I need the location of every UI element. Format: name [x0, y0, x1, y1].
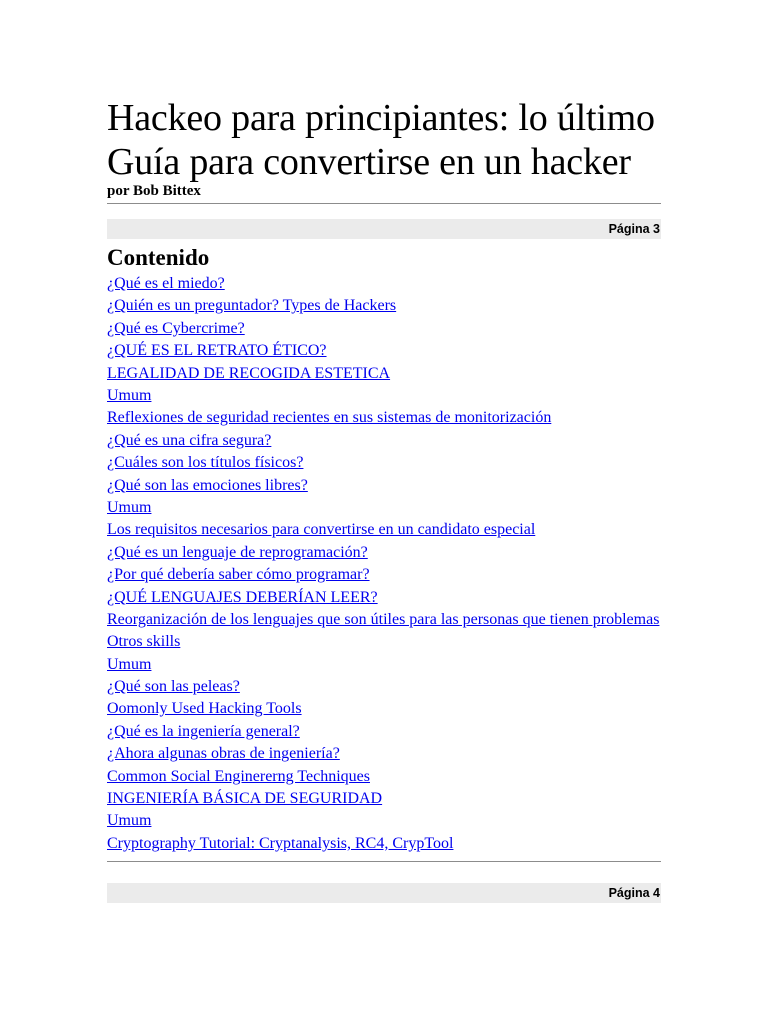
- toc-link[interactable]: Oomonly Used Hacking Tools: [107, 700, 302, 718]
- header-divider: [107, 203, 661, 204]
- document-page: [107, 0, 661, 903]
- toc-link[interactable]: Reorganización de los lenguajes que son útiles para las personas que tienen problemas: [107, 611, 660, 629]
- toc-link[interactable]: ¿Qué es Cybercrime?: [107, 319, 245, 337]
- toc-item: [107, 698, 661, 720]
- toc-link[interactable]: ¿Por qué debería saber cómo programar?: [107, 566, 370, 584]
- toc-item: [107, 295, 661, 317]
- toc-item: [107, 318, 661, 340]
- toc-item: [107, 631, 661, 653]
- title-line-1: Hackeo para principiantes: lo último: [107, 97, 655, 139]
- toc-item: [107, 766, 661, 788]
- toc-link[interactable]: Cryptography Tutorial: Cryptanalysis, RC4, CrypTool: [107, 834, 454, 852]
- title-line-2: Guía para convertirse en un hacker: [107, 141, 631, 183]
- footer-divider: [107, 861, 661, 862]
- toc-item: [107, 519, 661, 541]
- toc-link[interactable]: ¿Qué son las peleas?: [107, 677, 240, 695]
- toc-item: [107, 609, 661, 631]
- toc-link[interactable]: ¿QUÉ LENGUAJES DEBERÍAN LEER?: [107, 588, 378, 606]
- toc-item: [107, 676, 661, 698]
- toc-link[interactable]: ¿Qué es la ingeniería general?: [107, 722, 300, 740]
- toc-item: [107, 564, 661, 586]
- toc-item: [107, 430, 661, 452]
- toc-link[interactable]: Otros skills: [107, 633, 181, 651]
- page-number-label: Página 4: [608, 886, 660, 901]
- toc-item: [107, 721, 661, 743]
- toc-item: [107, 273, 661, 295]
- toc-item: [107, 452, 661, 474]
- toc-link[interactable]: ¿QUÉ ES EL RETRATO ÉTICO?: [107, 342, 327, 360]
- toc-heading: Contenido: [107, 245, 210, 270]
- toc-item: [107, 340, 661, 362]
- toc-item: [107, 743, 661, 765]
- page-number-bar: [107, 219, 661, 239]
- toc-link[interactable]: Umum: [107, 387, 152, 405]
- page-number-bar: [107, 883, 661, 903]
- toc-item: [107, 497, 661, 519]
- toc-link[interactable]: ¿Qué son las emociones libres?: [107, 476, 308, 494]
- toc-link[interactable]: LEGALIDAD DE RECOGIDA ESTETICA: [107, 364, 391, 382]
- toc-item: [107, 363, 661, 385]
- toc-link[interactable]: Common Social Enginererng Techniques: [107, 767, 370, 785]
- author-byline: por Bob Bittex: [107, 183, 201, 199]
- toc-link[interactable]: ¿Qué es el miedo?: [107, 275, 225, 292]
- toc-item: [107, 407, 661, 429]
- toc-item: [107, 654, 661, 676]
- toc-link[interactable]: ¿Quién es un preguntador? Types de Hackers: [107, 297, 397, 315]
- toc-link[interactable]: ¿Cuáles son los títulos físicos?: [107, 454, 304, 472]
- toc-item: [107, 810, 661, 832]
- toc-link[interactable]: ¿Qué es una cifra segura?: [107, 431, 272, 449]
- toc-link[interactable]: Reflexiones de seguridad recientes en sus sistemas de monitorización: [107, 409, 552, 427]
- toc-link[interactable]: Umum: [107, 812, 152, 830]
- page-number-label: Página 3: [608, 222, 660, 236]
- toc-link[interactable]: INGENIERÍA BÁSICA DE SEGURIDAD: [107, 789, 383, 807]
- book-title: [107, 0, 661, 184]
- toc-item: [107, 475, 661, 497]
- toc-link[interactable]: ¿Ahora algunas obras de ingeniería?: [107, 745, 340, 763]
- toc-link[interactable]: ¿Qué es un lenguaje de reprogramación?: [107, 543, 368, 561]
- toc-link[interactable]: Los requisitos necesarios para convertirse en un candidato especial: [107, 521, 536, 539]
- toc-item: [107, 788, 661, 810]
- toc-item: [107, 385, 661, 407]
- toc-item: [107, 587, 661, 609]
- toc-item: [107, 833, 661, 855]
- toc-link[interactable]: Umum: [107, 655, 152, 673]
- table-of-contents: [107, 273, 661, 855]
- toc-link[interactable]: Umum: [107, 499, 152, 517]
- toc-item: [107, 542, 661, 564]
